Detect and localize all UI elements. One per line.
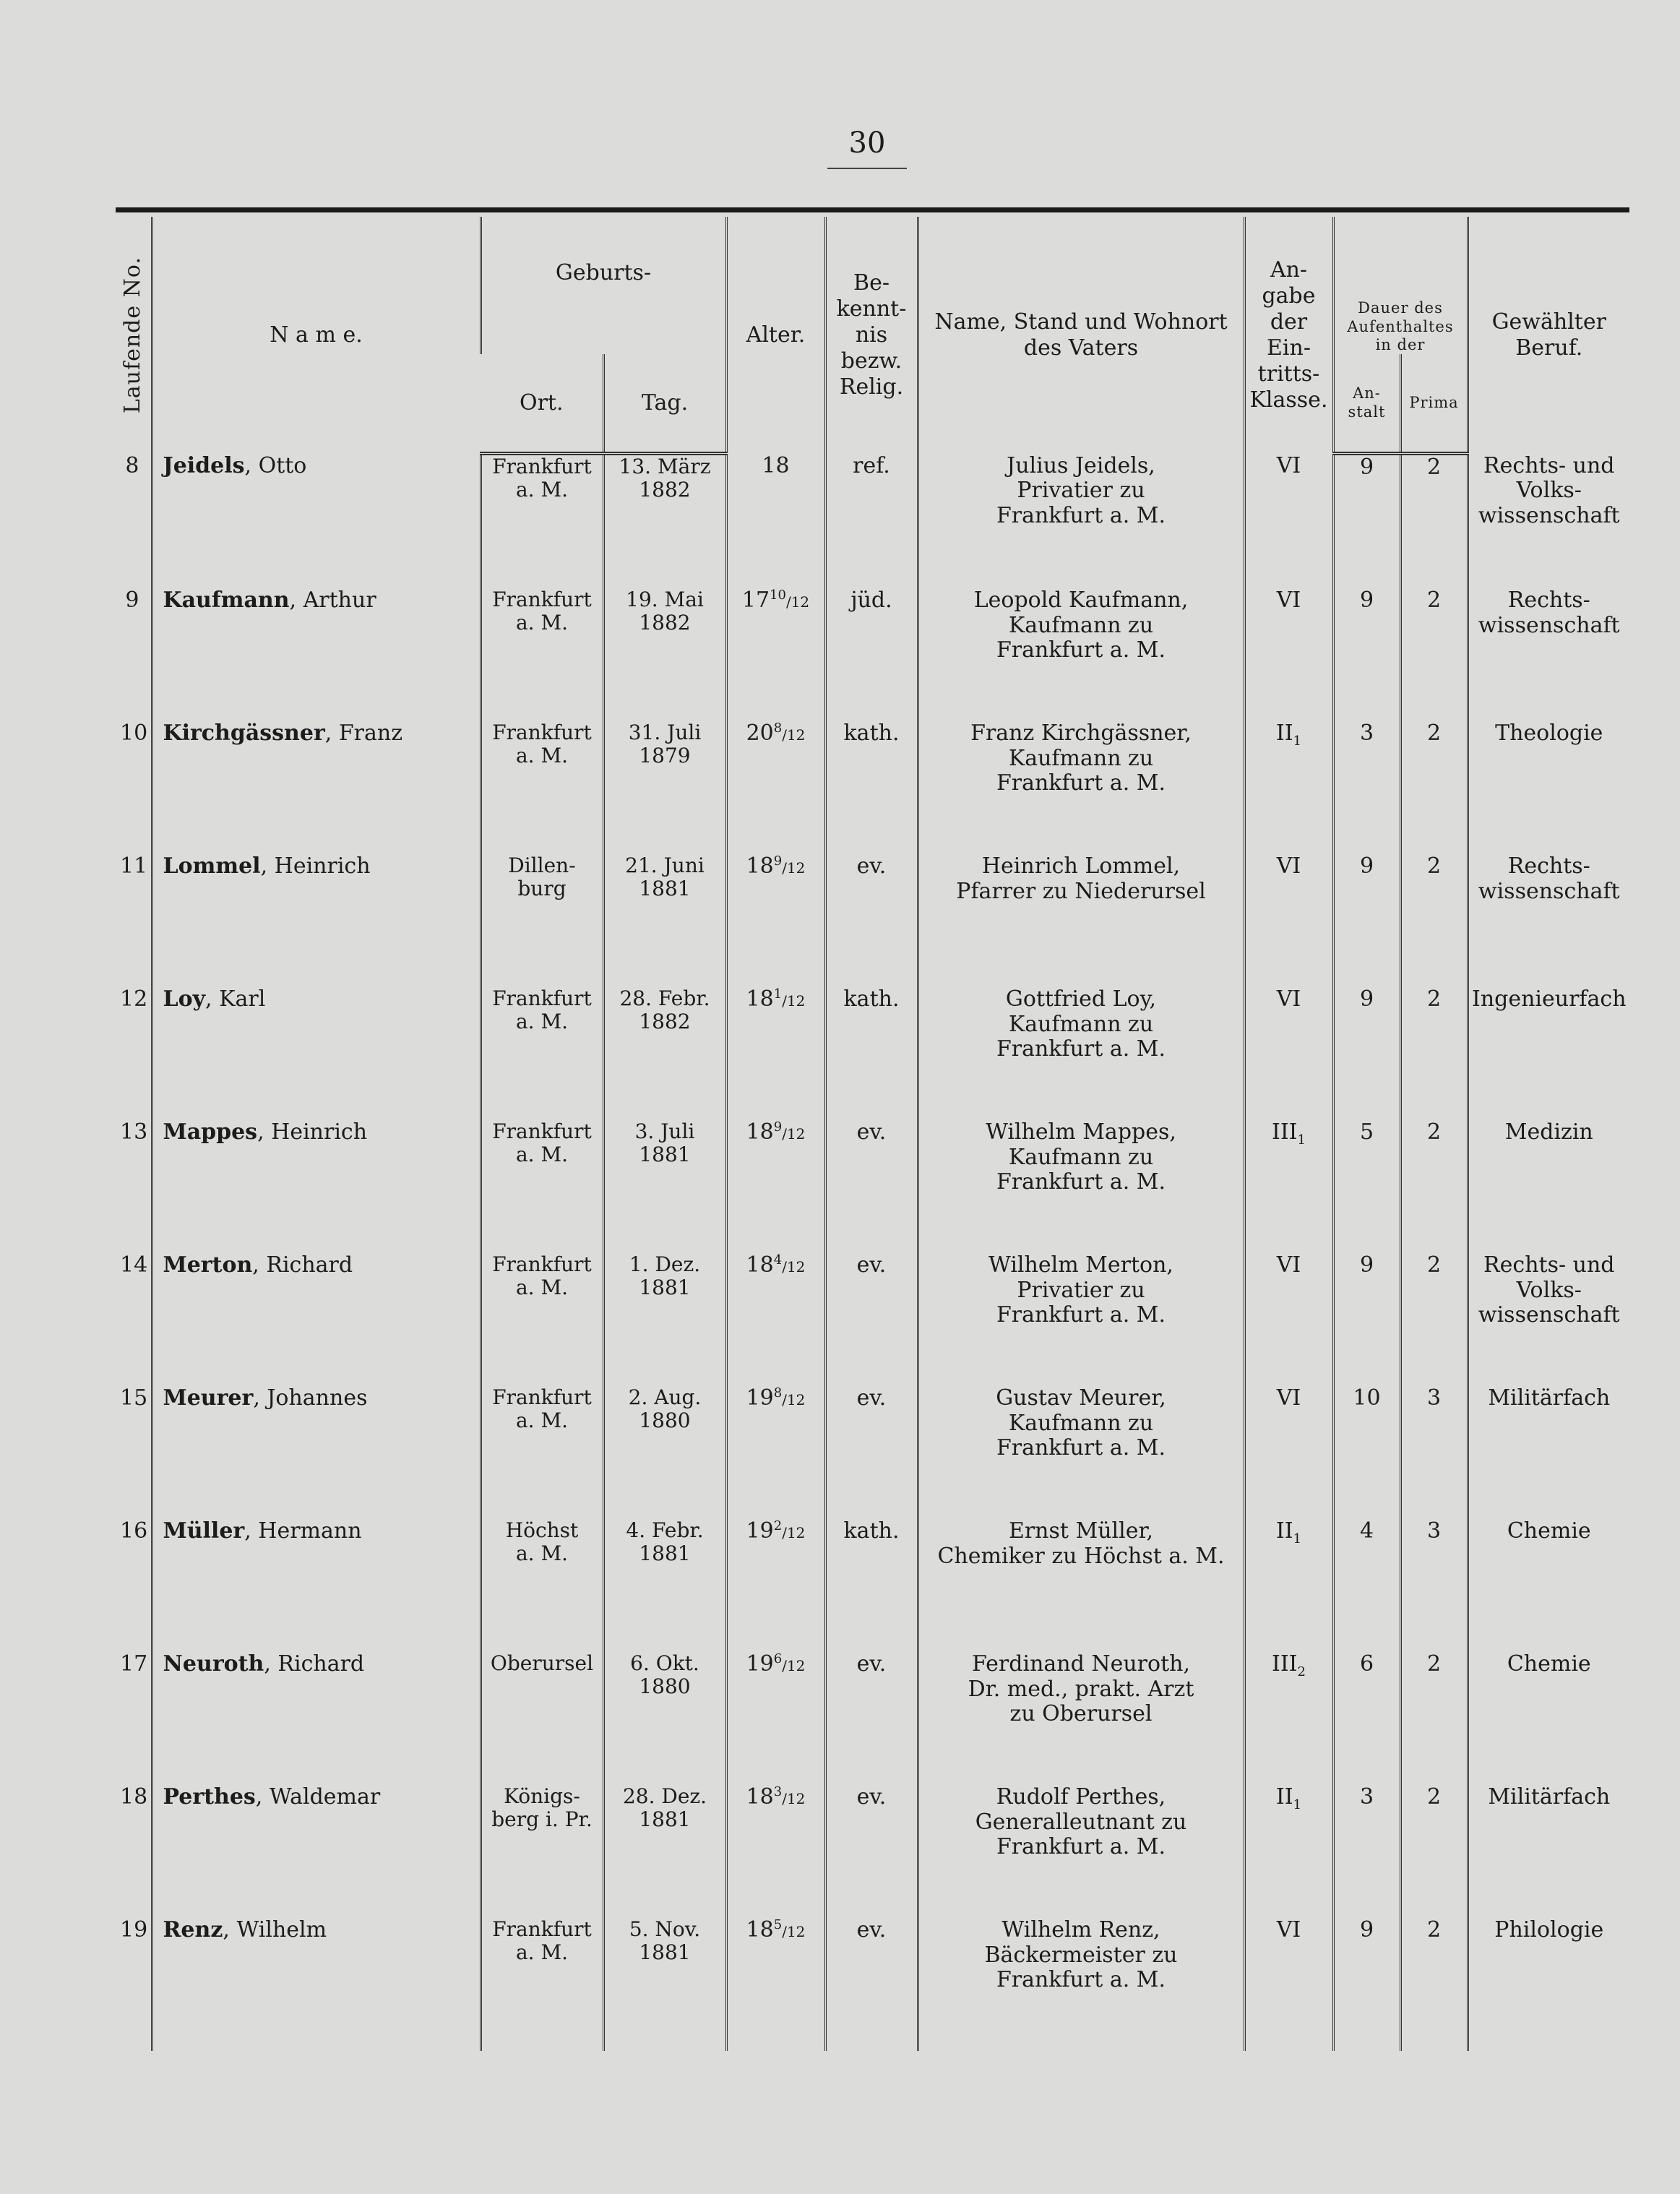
years-in-prima: 3 bbox=[1400, 1386, 1468, 1519]
student-given-name: , Franz bbox=[324, 720, 403, 746]
entry-class-label: III bbox=[1271, 1651, 1298, 1677]
religion: ev. bbox=[825, 854, 918, 987]
entry-class-label: II bbox=[1275, 1518, 1293, 1544]
student-name bbox=[152, 588, 481, 721]
row-number: 17 bbox=[120, 1651, 148, 1677]
chosen-profession: Rechts- wissenschaft bbox=[1468, 588, 1629, 721]
entry-class bbox=[1244, 987, 1333, 1120]
birth-place: Frankfurt a. M. bbox=[481, 987, 603, 1120]
age-months: 2 bbox=[773, 1518, 783, 1533]
years-at-school: 9 bbox=[1333, 588, 1400, 721]
religion: ev. bbox=[825, 1785, 918, 1918]
father-info: Leopold Kaufmann, Kaufmann zu Frankfurt a. M. bbox=[918, 588, 1244, 721]
birth-date: 13. März 1882 bbox=[603, 454, 726, 589]
years-at-school: 3 bbox=[1333, 721, 1400, 854]
table-row bbox=[116, 721, 1629, 854]
birth-place: Höchst a. M. bbox=[481, 1519, 603, 1652]
table-row bbox=[116, 987, 1629, 1120]
entry-class bbox=[1244, 588, 1333, 721]
age-months: 3 bbox=[773, 1784, 783, 1799]
birth-date: 28. Dez. 1881 bbox=[603, 1785, 726, 1918]
age-months: 8 bbox=[773, 720, 783, 736]
student-surname: Kirchgässner bbox=[163, 720, 325, 746]
student-surname: Lommel bbox=[163, 853, 261, 879]
entry-class-label: VI bbox=[1276, 853, 1301, 879]
entry-class bbox=[1244, 1918, 1333, 2051]
father-info: Wilhelm Merton, Privatier zu Frankfurt a. M. bbox=[918, 1253, 1244, 1386]
student-name bbox=[152, 1652, 481, 1785]
student-given-name: , Karl bbox=[205, 986, 266, 1012]
student-given-name: , Heinrich bbox=[257, 1119, 368, 1145]
entry-class bbox=[1244, 454, 1333, 589]
row-number: 14 bbox=[120, 1252, 148, 1278]
entry-class bbox=[1244, 854, 1333, 987]
chosen-profession: Theologie bbox=[1468, 721, 1629, 854]
chosen-profession: Chemie bbox=[1468, 1519, 1629, 1652]
birth-date: 6. Okt. 1880 bbox=[603, 1652, 726, 1785]
age bbox=[726, 721, 825, 854]
age-months: 9 bbox=[773, 1119, 783, 1135]
age-denominator: /12 bbox=[782, 992, 806, 1010]
years-at-school: 10 bbox=[1333, 1386, 1400, 1519]
age-years: 18 bbox=[746, 1119, 774, 1145]
table-row bbox=[116, 454, 1629, 589]
religion: ev. bbox=[825, 1120, 918, 1253]
chosen-profession: Philologie bbox=[1468, 1918, 1629, 2051]
header-vater: Name, Stand und Wohnort des Vaters bbox=[918, 217, 1244, 454]
birth-date: 3. Juli 1881 bbox=[603, 1120, 726, 1253]
age-years: 18 bbox=[746, 1917, 774, 1943]
age bbox=[726, 1386, 825, 1519]
entry-class bbox=[1244, 1785, 1333, 1918]
entry-class-label: VI bbox=[1276, 986, 1301, 1012]
age bbox=[726, 1253, 825, 1386]
age bbox=[726, 987, 825, 1120]
entry-class-subscript: 1 bbox=[1293, 734, 1302, 749]
student-given-name: , Johannes bbox=[253, 1385, 368, 1411]
table-body bbox=[116, 454, 1629, 2052]
header-tag: Tag. bbox=[603, 354, 726, 454]
birth-date: 19. Mai 1882 bbox=[603, 588, 726, 721]
header-alter: Alter. bbox=[726, 217, 825, 454]
table-row bbox=[116, 1386, 1629, 1519]
entry-class bbox=[1244, 721, 1333, 854]
age-years: 19 bbox=[746, 1385, 774, 1411]
age-years: 18 bbox=[746, 853, 774, 879]
entry-class bbox=[1244, 1386, 1333, 1519]
age-denominator: /12 bbox=[782, 1790, 806, 1807]
age-denominator: /12 bbox=[782, 1391, 806, 1408]
age-denominator: /12 bbox=[782, 1923, 806, 1940]
father-info: Heinrich Lommel, Pfarrer zu Niederursel bbox=[918, 854, 1244, 987]
religion: ev. bbox=[825, 1918, 918, 2051]
birth-date: 21. Juni 1881 bbox=[603, 854, 726, 987]
header-bekenntnis: Be- kennt- nis bezw. Relig. bbox=[825, 217, 918, 454]
entry-class-subscript: 1 bbox=[1293, 1797, 1302, 1812]
years-in-prima: 2 bbox=[1400, 588, 1468, 721]
header-ort: Ort. bbox=[481, 354, 603, 454]
row-number: 16 bbox=[120, 1518, 148, 1544]
religion: ev. bbox=[825, 1386, 918, 1519]
father-info: Ferdinand Neuroth, Dr. med., prakt. Arzt zu Oberursel bbox=[918, 1652, 1244, 1785]
years-at-school: 9 bbox=[1333, 1253, 1400, 1386]
entry-class-label: III bbox=[1271, 1119, 1298, 1145]
page-number: 30 bbox=[848, 126, 886, 160]
age bbox=[726, 1120, 825, 1253]
age-denominator: /12 bbox=[782, 1258, 806, 1275]
age bbox=[726, 1519, 825, 1652]
student-name bbox=[152, 1519, 481, 1652]
student-given-name: , Hermann bbox=[244, 1518, 362, 1544]
years-in-prima: 2 bbox=[1400, 1918, 1468, 2051]
age-years: 18 bbox=[746, 1784, 774, 1810]
religion: ref. bbox=[825, 454, 918, 589]
student-given-name: , Otto bbox=[244, 452, 307, 478]
birth-place: Frankfurt a. M. bbox=[481, 721, 603, 854]
religion: ev. bbox=[825, 1652, 918, 1785]
entry-class-label: VI bbox=[1276, 1917, 1301, 1943]
age bbox=[726, 454, 825, 589]
age-denominator: /12 bbox=[782, 1524, 806, 1541]
age-years: 19 bbox=[746, 1651, 774, 1677]
row-number: 12 bbox=[120, 986, 148, 1012]
student-given-name: , Arthur bbox=[289, 588, 376, 613]
years-at-school: 3 bbox=[1333, 1785, 1400, 1918]
table-top-rule bbox=[116, 207, 1629, 212]
age-months: 9 bbox=[773, 853, 783, 869]
header-name: N a m e. bbox=[152, 217, 481, 454]
birth-place: Dillen- burg bbox=[481, 854, 603, 987]
student-surname: Neuroth bbox=[163, 1651, 264, 1677]
row-number: 18 bbox=[120, 1784, 148, 1810]
header-prima bbox=[1400, 354, 1468, 454]
chosen-profession: Medizin bbox=[1468, 1120, 1629, 1253]
years-at-school: 5 bbox=[1333, 1120, 1400, 1253]
years-in-prima: 2 bbox=[1400, 854, 1468, 987]
age-denominator: /12 bbox=[782, 859, 806, 877]
age bbox=[726, 588, 825, 721]
years-at-school: 9 bbox=[1333, 454, 1400, 589]
years-in-prima: 2 bbox=[1400, 987, 1468, 1120]
header-dauer: Dauer des Aufenthaltes in der bbox=[1333, 217, 1468, 354]
student-surname: Renz bbox=[163, 1917, 223, 1943]
chosen-profession: Ingenieurfach bbox=[1468, 987, 1629, 1120]
father-info: Ernst Müller, Chemiker zu Höchst a. M. bbox=[918, 1519, 1244, 1652]
age-denominator: /12 bbox=[782, 1657, 806, 1674]
religion: kath. bbox=[825, 1519, 918, 1652]
student-name bbox=[152, 721, 481, 854]
table-row bbox=[116, 1253, 1629, 1386]
table-row bbox=[116, 1785, 1629, 1918]
age bbox=[726, 1785, 825, 1918]
father-info: Gustav Meurer, Kaufmann zu Frankfurt a. M. bbox=[918, 1386, 1244, 1519]
years-in-prima: 2 bbox=[1400, 721, 1468, 854]
birth-date: 31. Juli 1879 bbox=[603, 721, 726, 854]
page-number-rule bbox=[827, 168, 907, 169]
student-surname: Kaufmann bbox=[163, 588, 290, 613]
religion: kath. bbox=[825, 987, 918, 1120]
student-name bbox=[152, 1120, 481, 1253]
years-at-school: 9 bbox=[1333, 854, 1400, 987]
entry-class bbox=[1244, 1652, 1333, 1785]
header-eintrittsklasse: An- gabe der Ein- tritts- Klasse. bbox=[1244, 217, 1333, 454]
father-info: Franz Kirchgässner, Kaufmann zu Frankfurt a. M. bbox=[918, 721, 1244, 854]
entry-class-label: II bbox=[1275, 720, 1293, 746]
age-denominator: /12 bbox=[782, 726, 806, 744]
student-surname: Meurer bbox=[163, 1385, 254, 1411]
row-number: 19 bbox=[120, 1917, 148, 1943]
entry-class-label: VI bbox=[1276, 1252, 1301, 1278]
student-surname: Perthes bbox=[163, 1784, 256, 1810]
student-given-name: , Richard bbox=[264, 1651, 365, 1677]
entry-class-subscript: 1 bbox=[1293, 1531, 1302, 1546]
years-in-prima: 2 bbox=[1400, 1253, 1468, 1386]
student-surname: Jeidels bbox=[163, 452, 245, 478]
age-years: 19 bbox=[746, 1518, 774, 1544]
years-at-school: 6 bbox=[1333, 1652, 1400, 1785]
father-info: Rudolf Perthes, Generalleutnant zu Frankfurt a. M. bbox=[918, 1785, 1244, 1918]
age-years: 18 bbox=[746, 986, 774, 1012]
birth-place: Oberursel bbox=[481, 1652, 603, 1785]
age bbox=[726, 1918, 825, 2051]
student-surname: Müller bbox=[163, 1518, 245, 1544]
birth-place: Frankfurt a. M. bbox=[481, 454, 603, 589]
birth-place: Frankfurt a. M. bbox=[481, 1386, 603, 1519]
row-number: 8 bbox=[125, 452, 139, 478]
years-at-school: 4 bbox=[1333, 1519, 1400, 1652]
table-row bbox=[116, 854, 1629, 987]
table-row bbox=[116, 1918, 1629, 2051]
father-info: Wilhelm Renz, Bäckermeister zu Frankfurt a. M. bbox=[918, 1918, 1244, 2051]
age-years: 18 bbox=[762, 452, 790, 478]
birth-place: Königs- berg i. Pr. bbox=[481, 1785, 603, 1918]
age-months: 10 bbox=[770, 588, 786, 603]
student-name bbox=[152, 1918, 481, 2051]
father-info: Gottfried Loy, Kaufmann zu Frankfurt a. M. bbox=[918, 987, 1244, 1120]
header-anstalt: An- stalt bbox=[1333, 354, 1400, 454]
student-name bbox=[152, 1785, 481, 1918]
years-in-prima: 2 bbox=[1400, 454, 1468, 589]
chosen-profession: Rechts- wissenschaft bbox=[1468, 854, 1629, 987]
student-name bbox=[152, 1253, 481, 1386]
header-geburts: Geburts- bbox=[481, 217, 726, 354]
age bbox=[726, 854, 825, 987]
student-name bbox=[152, 1386, 481, 1519]
birth-place: Frankfurt a. M. bbox=[481, 1120, 603, 1253]
age bbox=[726, 1652, 825, 1785]
religion: kath. bbox=[825, 721, 918, 854]
row-number: 10 bbox=[120, 720, 148, 746]
row-number: 15 bbox=[120, 1385, 148, 1411]
entry-class-label: VI bbox=[1276, 1385, 1301, 1411]
birth-place: Frankfurt a. M. bbox=[481, 588, 603, 721]
age-months: 5 bbox=[773, 1917, 783, 1932]
entry-class-subscript: 2 bbox=[1297, 1664, 1306, 1679]
student-surname: Loy bbox=[163, 986, 206, 1012]
chosen-profession: Rechts- und Volks- wissenschaft bbox=[1468, 1253, 1629, 1386]
student-surname: Mappes bbox=[163, 1119, 258, 1145]
header-laufende-no bbox=[116, 217, 152, 454]
chosen-profession: Militärfach bbox=[1468, 1785, 1629, 1918]
table-row bbox=[116, 1120, 1629, 1253]
age-denominator: /12 bbox=[785, 593, 810, 611]
age-denominator: /12 bbox=[782, 1125, 806, 1143]
student-name bbox=[152, 987, 481, 1120]
birth-date: 4. Febr. 1881 bbox=[603, 1519, 726, 1652]
student-name bbox=[152, 854, 481, 987]
father-info: Wilhelm Mappes, Kaufmann zu Frankfurt a. M. bbox=[918, 1120, 1244, 1253]
years-at-school: 9 bbox=[1333, 987, 1400, 1120]
table-header bbox=[116, 217, 1629, 454]
age-months: 1 bbox=[773, 986, 783, 1002]
student-given-name: , Wilhelm bbox=[223, 1917, 327, 1943]
table-row bbox=[116, 1652, 1629, 1785]
row-number: 11 bbox=[120, 853, 148, 879]
entry-class-subscript: 1 bbox=[1297, 1132, 1306, 1148]
student-register-table bbox=[116, 217, 1629, 2051]
row-number: 13 bbox=[120, 1119, 148, 1145]
age-years: 17 bbox=[741, 588, 770, 613]
entry-class-label: VI bbox=[1276, 588, 1301, 613]
table-row bbox=[116, 1519, 1629, 1652]
table-row bbox=[116, 588, 1629, 721]
entry-class-label: VI bbox=[1276, 452, 1301, 478]
birth-place: Frankfurt a. M. bbox=[481, 1253, 603, 1386]
years-in-prima: 2 bbox=[1400, 1785, 1468, 1918]
years-in-prima: 2 bbox=[1400, 1120, 1468, 1253]
age-months: 6 bbox=[773, 1651, 783, 1666]
religion: ev. bbox=[825, 1253, 918, 1386]
entry-class bbox=[1244, 1519, 1333, 1652]
chosen-profession: Militärfach bbox=[1468, 1386, 1629, 1519]
years-in-prima: 3 bbox=[1400, 1519, 1468, 1652]
header-prima-label: Prima bbox=[1409, 393, 1459, 411]
birth-date: 2. Aug. 1880 bbox=[603, 1386, 726, 1519]
student-given-name: , Richard bbox=[252, 1252, 353, 1278]
religion: jüd. bbox=[825, 588, 918, 721]
entry-class bbox=[1244, 1120, 1333, 1253]
header-beruf: Gewählter Beruf. bbox=[1468, 217, 1629, 454]
father-info: Julius Jeidels, Privatier zu Frankfurt a. M. bbox=[918, 454, 1244, 589]
birth-date: 1. Dez. 1881 bbox=[603, 1253, 726, 1386]
birth-place: Frankfurt a. M. bbox=[481, 1918, 603, 2051]
age-months: 8 bbox=[773, 1385, 783, 1401]
age-months: 4 bbox=[773, 1252, 783, 1268]
student-given-name: , Heinrich bbox=[260, 853, 371, 879]
entry-class-label: II bbox=[1275, 1784, 1293, 1810]
student-surname: Merton bbox=[163, 1252, 253, 1278]
age-years: 18 bbox=[746, 1252, 774, 1278]
chosen-profession: Chemie bbox=[1468, 1652, 1629, 1785]
chosen-profession: Rechts- und Volks- wissenschaft bbox=[1468, 454, 1629, 589]
student-given-name: , Waldemar bbox=[255, 1784, 381, 1810]
row-number: 9 bbox=[125, 588, 139, 613]
years-in-prima: 2 bbox=[1400, 1652, 1468, 1785]
birth-date: 5. Nov. 1881 bbox=[603, 1918, 726, 2051]
years-at-school: 9 bbox=[1333, 1918, 1400, 2051]
student-name bbox=[152, 454, 481, 589]
birth-date: 28. Febr. 1882 bbox=[603, 987, 726, 1120]
age-years: 20 bbox=[746, 720, 774, 746]
entry-class bbox=[1244, 1253, 1333, 1386]
header-laufende-no-label: Laufende No. bbox=[120, 257, 146, 414]
